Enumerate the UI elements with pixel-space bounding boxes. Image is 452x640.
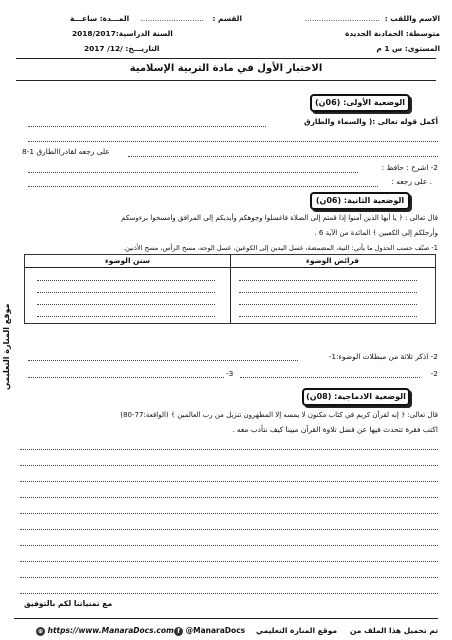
year-label: السنة الدراسية:2018/2017 [72,29,173,38]
situation2-title: الوضعية الثانية: (06ن) [315,196,405,205]
s2-answer-line [240,377,420,378]
s3-answer-line [20,561,438,562]
school-label: متوسطة: الحمادنة الجديدة [344,29,440,38]
s3-answer-line [20,593,438,594]
title-underline [16,80,436,81]
facebook-icon: f [174,627,183,636]
table-line [37,304,215,305]
s3-answer-line [20,545,438,546]
duration-label: المـــدة: ساعـــة [70,14,130,23]
closing-text: مع تمنياتنا لكم بالتوفيق [24,599,113,608]
s3-task: اكتب فقرة تتحدث فيها عن فضل تلاوة القرآن مبينا كيف نتأدب معه . [232,425,438,434]
table-line [239,292,417,293]
level-label: المستوى: س 1 م [376,44,440,53]
situation3-title-box [302,388,410,406]
s2-number3: 3- [226,369,234,378]
s3-answer-line [20,513,438,514]
s2-answer-line [28,360,298,361]
s1-answer-line [128,156,438,157]
footer-bar [0,618,452,640]
s1-question2b: . على رجعه : [391,177,432,186]
col-faraid: فرائض الوضوء [306,256,359,265]
s1-question2: 2- اشرح : حافظ : [381,163,438,172]
table-line [37,292,215,293]
s3-answer-line [20,577,438,578]
s3-answer-line [20,497,438,498]
footer-url-text: https://www.ManaraDocs.com [47,626,174,635]
s1-answer-line [28,186,378,187]
s1-question1: أكمل قوله تعالى :( والسماء والطارق [304,117,438,126]
wudu-table [24,254,436,324]
col-sunan: سنن الوضوء [104,256,150,265]
table-line [37,280,215,281]
table-line [239,316,417,317]
exam-title: الاختبار الأول في مادة التربية الإسلامية [129,63,323,74]
table-line [239,280,417,281]
s1-answer-line [28,172,358,173]
table-line [37,316,215,317]
table-line [239,304,417,305]
footer-url[interactable] [36,626,174,636]
name-label: الاسم واللقب : [384,14,440,23]
s3-verse: قال تعالى: ﴿ إنه لقرآن كريم في كتاب مكنون لا يمسه إلا المطهرون تنزيل من رب العالمين ﴾ (الواقعة:77-80) [120,411,438,419]
footer-handle-text: @ManaraDocs [185,626,246,635]
s2-number2: 2- [430,369,438,378]
globe-icon: ⊕ [37,627,44,635]
name-dots: ................................ [304,14,380,23]
s1-answer-line [28,141,438,142]
situation1-title-box [310,94,410,112]
s2-answer-line [28,377,224,378]
situation1-title: الوضعية الأولى: (06ن) [315,98,405,107]
s1-question1-tail: على رجعه لقادر)الطارق 1-8 [22,147,110,156]
footer-upload: تم تحميل هذا الملف من [350,626,439,635]
header-divider [16,58,436,59]
s1-answer-line [28,126,266,127]
s2-verse-line1: قال تعالى : ﴿ يا أيها الذين آمنوا إذا قمتم إلى الصلاة فاغسلوا وجوهكم وأيديكم إلى المرافق وامسحوا برءوسكم [121,214,438,222]
s3-answer-line [20,481,438,482]
situation2-title-box [310,192,410,210]
date-label: التاريـــخ: /12/ 2017 [84,44,160,53]
footer-divider [14,618,438,619]
side-label: موقع المنارة التعليمي [2,303,11,390]
s2-question2: 2- اذكر ثلاثة من مبطلات الوضوء:1- [328,352,438,361]
footer-handle[interactable] [174,626,245,636]
s2-question1: 1- صنّف حسب الجدول ما يأتي: النية، المضمضة، غسل اليدين إلى الكوعين، غسل الوجه، مسح الرأس، مسح الأذنين. [123,244,438,252]
s2-verse-line2: وأرجلكم إلى الكعبين ﴾ المائدة من الآية 6 . [314,229,438,237]
section-dots: ........................... [140,14,204,23]
s3-answer-line [20,449,438,450]
s3-answer-line [20,465,438,466]
s3-answer-line [20,529,438,530]
footer-site: موقع المنارة التعليمي [256,626,338,635]
situation3-title: الوضعية الادماجية: (08ن) [306,392,406,401]
section-label: القسم : [212,14,242,23]
